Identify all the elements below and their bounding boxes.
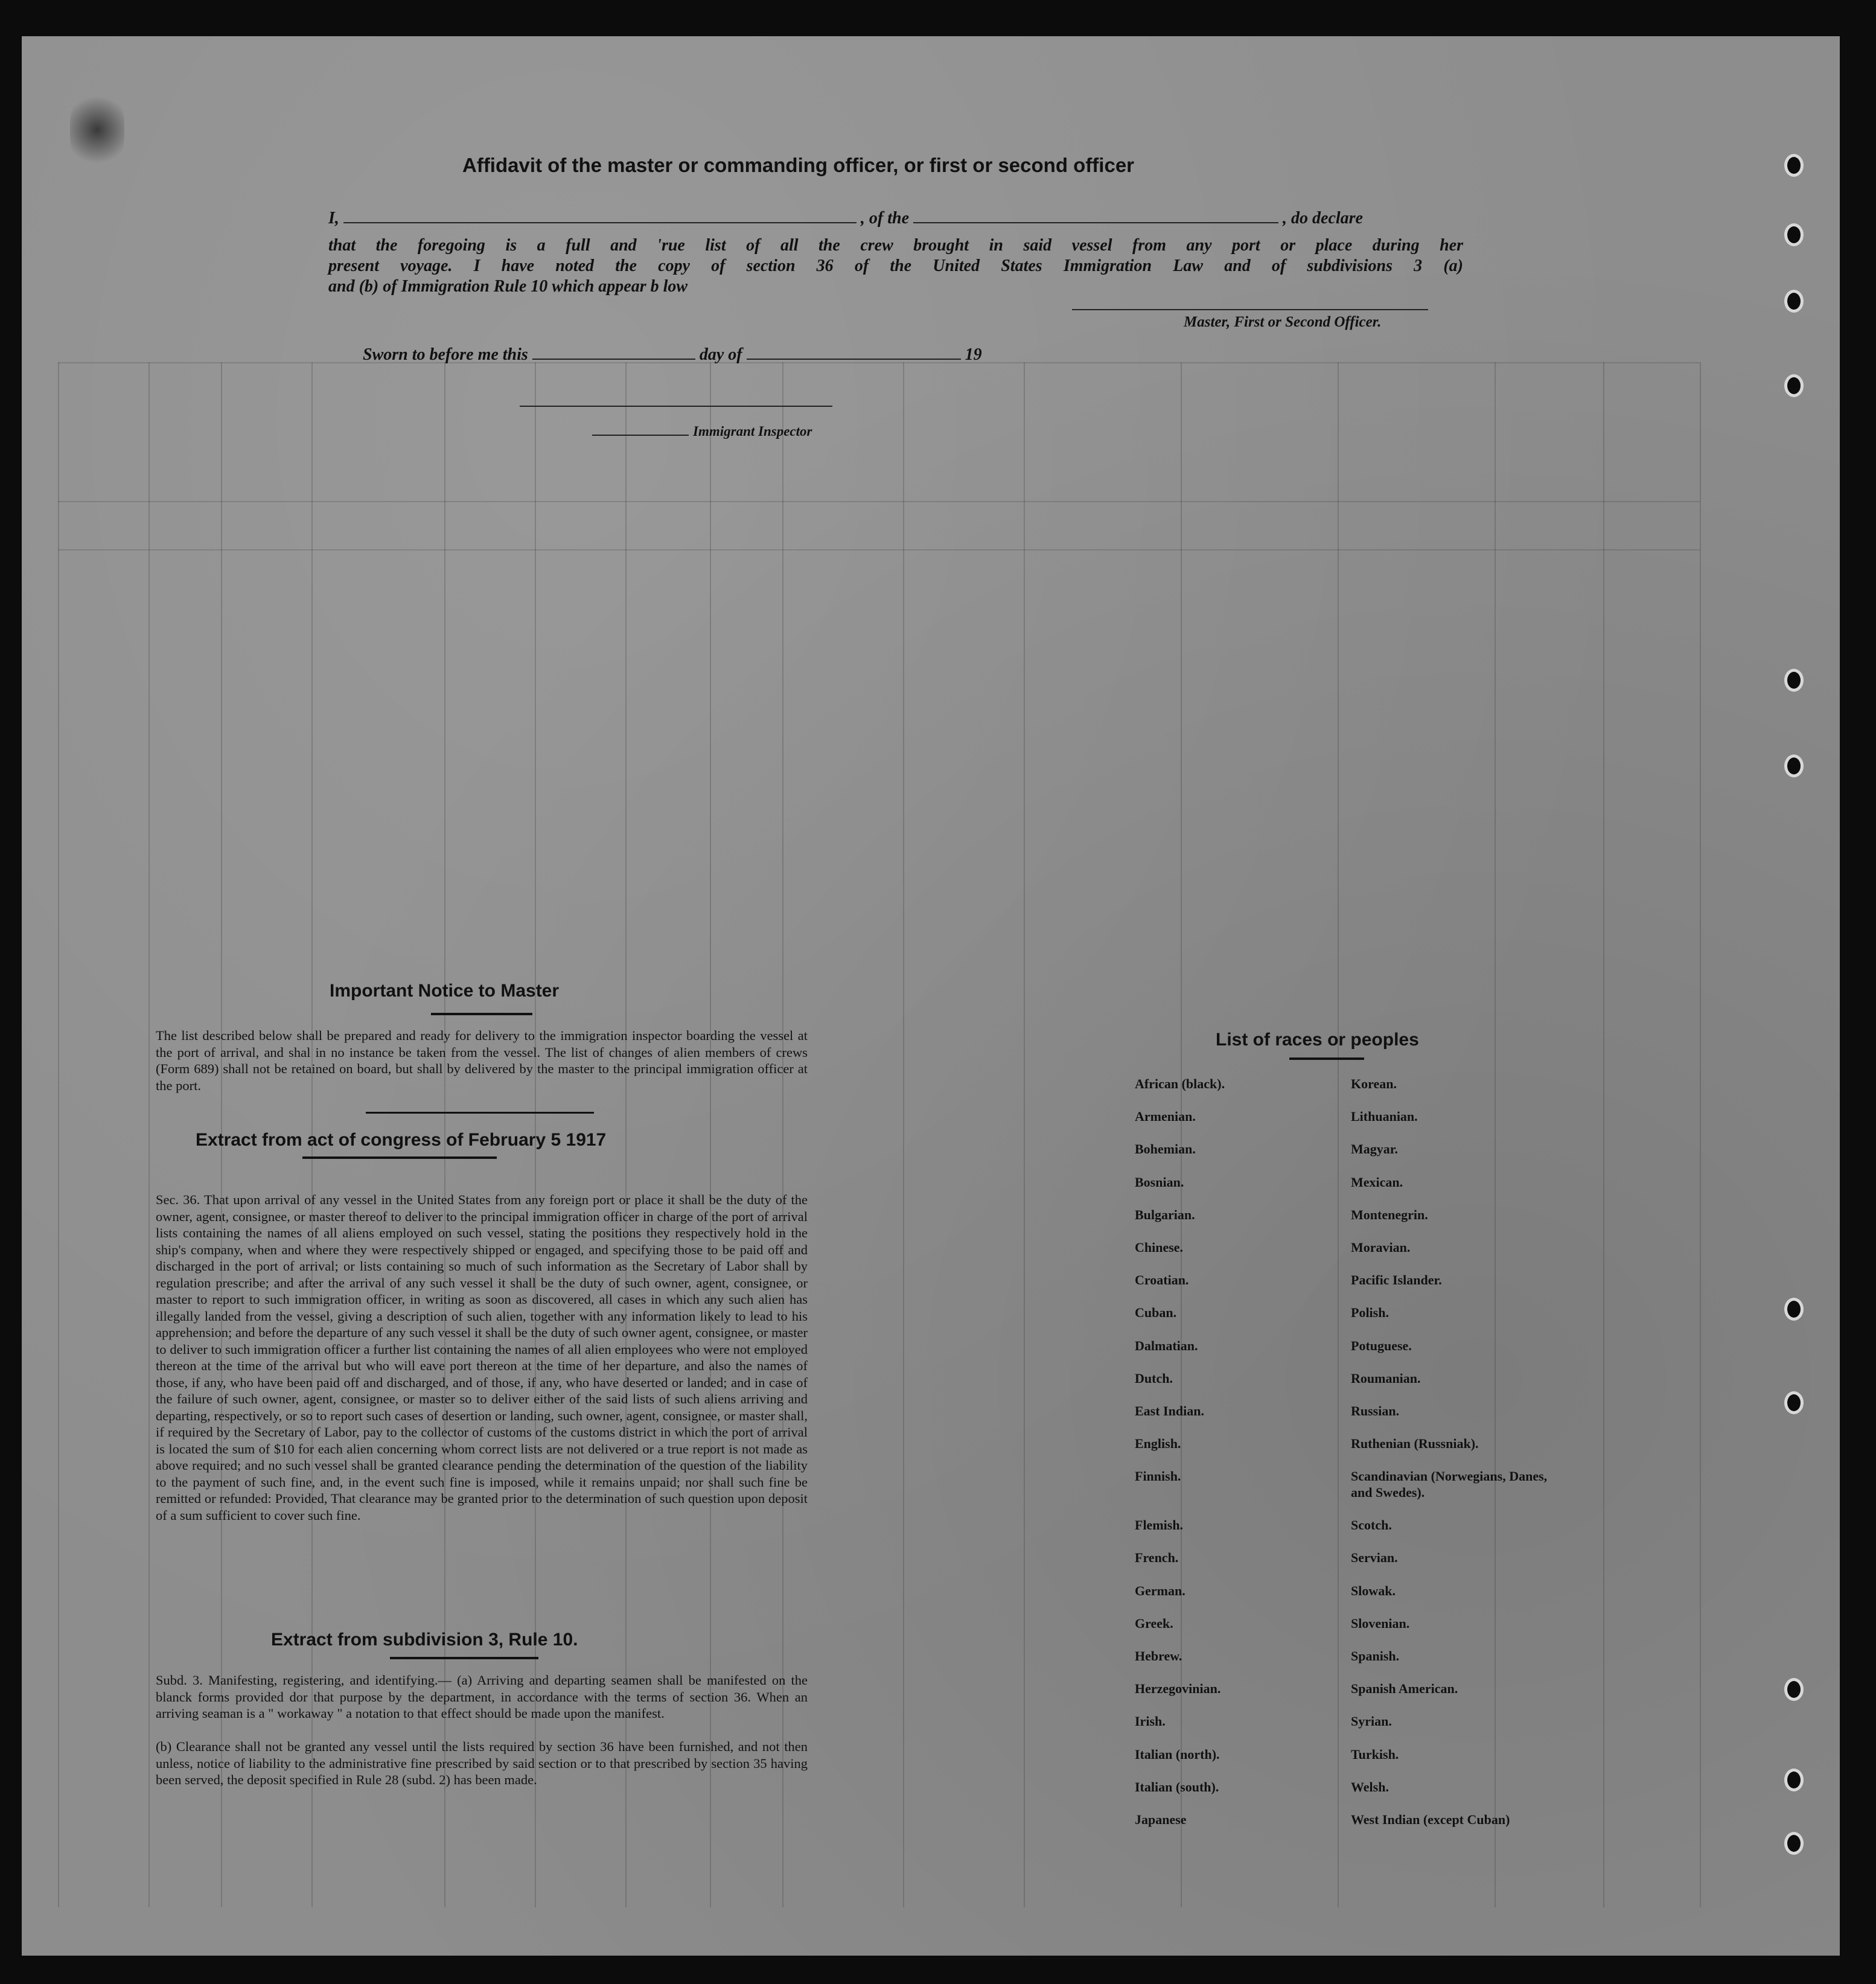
races-title-underline [1289, 1057, 1364, 1060]
race-item: Cuban. [1135, 1305, 1177, 1321]
race-item: Slowak. [1351, 1583, 1396, 1598]
binder-hole-icon [1784, 1678, 1804, 1701]
race-item: Montenegrin. [1351, 1207, 1428, 1222]
sworn-year: 19 [965, 345, 982, 364]
race-item: Slovenian. [1351, 1615, 1410, 1631]
sworn-line [363, 345, 1087, 365]
race-item: Servian. [1351, 1550, 1398, 1566]
race-item: Syrian. [1351, 1714, 1392, 1729]
extract-act-underline [302, 1156, 497, 1159]
affidavit-line-1 [328, 209, 1463, 228]
race-item: Scandinavian (Norwegians, Danes, and Swedes). [1351, 1469, 1548, 1501]
race-item: Magyar. [1351, 1141, 1399, 1157]
race-item: Greek. [1135, 1615, 1173, 1631]
race-item: Scotch. [1351, 1517, 1392, 1533]
race-item: Moravian. [1351, 1239, 1411, 1255]
vessel-name-blank [913, 222, 1278, 223]
master-signature-label: Master, First or Second Officer. [1184, 314, 1382, 330]
inspector-label-rule [592, 435, 689, 436]
race-item: Pacific Islander. [1351, 1272, 1442, 1288]
extract-rule-underline [390, 1657, 538, 1659]
race-item: Korean. [1351, 1076, 1397, 1091]
race-item: Dalmatian. [1135, 1338, 1198, 1353]
affidavit-i-label: I, [328, 209, 339, 228]
inspector-signature-line [520, 406, 832, 407]
race-item: Welsh. [1351, 1779, 1389, 1794]
manifest-page [22, 36, 1840, 1956]
master-name-blank [343, 222, 857, 223]
master-signature-line [1072, 309, 1428, 310]
races-left-column [1135, 1076, 1316, 1844]
race-item: Bohemian. [1135, 1141, 1196, 1157]
race-item: Russian. [1351, 1403, 1400, 1418]
race-item: Dutch. [1135, 1370, 1173, 1386]
extract-rule-title: Extract from subdivision 3, Rule 10. [271, 1630, 578, 1650]
sworn-month-blank [747, 359, 961, 360]
race-item: English. [1135, 1436, 1181, 1452]
extract-rule-text-b: (b) Clearance shall not be granted any vessel until the lists required by section 36 have been furnished, and not then unless, notice of liability to the administrative fine prescribed by said section or to that prescribed by section 35 having been served, the deposit specified in Rule 28 (subd. 2) has been made. [156, 1739, 808, 1787]
race-item: Croatian. [1135, 1272, 1189, 1288]
binder-hole-icon [1784, 1391, 1804, 1414]
race-item: German. [1135, 1583, 1185, 1598]
binder-hole-icon [1784, 1769, 1804, 1791]
affidavit-title: Affidavit of the master or commanding officer, or first or second officer [462, 154, 1135, 176]
binder-hole-icon [1784, 754, 1804, 777]
race-item: Hebrew. [1135, 1648, 1182, 1663]
binder-hole-icon [1784, 223, 1804, 246]
extract-act-title: Extract from act of congress of February 5 1917 [196, 1130, 607, 1150]
binder-hole-icon [1784, 374, 1804, 397]
race-item: Finnish. [1135, 1469, 1181, 1484]
race-item: Potuguese. [1351, 1338, 1412, 1353]
race-item: African (black). [1135, 1076, 1225, 1091]
race-item: Bulgarian. [1135, 1207, 1195, 1222]
race-item: Spanish. [1351, 1648, 1400, 1663]
race-item: Flemish. [1135, 1517, 1184, 1533]
race-item: French. [1135, 1550, 1179, 1566]
notice-text: The list described below shall be prepared and ready for delivery to the immigration inspector boarding the vessel at the port of arrival, and shal in no instance be taken from the vessel. The list of changes of alien members of crews (Form 689) shall not be retained on board, but shall by delivered by the master to the principal immigration officer at the port. [156, 1028, 808, 1093]
inspector-label: Immigrant Inspector [693, 424, 812, 439]
sworn-day-of: day of [699, 345, 742, 364]
race-item: Mexican. [1351, 1174, 1403, 1190]
binder-hole-icon [1784, 154, 1804, 177]
race-item: Armenian. [1135, 1109, 1196, 1124]
sworn-day-blank [532, 359, 695, 360]
race-item: Roumanian. [1351, 1370, 1421, 1386]
race-item: Herzegovinian. [1135, 1681, 1221, 1697]
affidavit-line-2: that the foregoing is a full and 'rue list of all the crew brought in said vessel from any port or place during her [328, 236, 1463, 255]
race-item: Italian (north). [1135, 1746, 1220, 1762]
sworn-prefix: Sworn to before me this [363, 345, 528, 364]
race-item: Polish. [1351, 1305, 1389, 1321]
race-item: Turkish. [1351, 1746, 1399, 1762]
binder-hole-icon [1784, 1298, 1804, 1321]
race-item: Irish. [1135, 1714, 1166, 1729]
notice-title-underline [431, 1013, 532, 1015]
notice-divider [366, 1112, 594, 1114]
race-item: East Indian. [1135, 1403, 1204, 1418]
affidavit-do-declare-label: , do declare [1283, 209, 1363, 228]
race-item: Italian (south). [1135, 1779, 1219, 1794]
races-title: List of races or peoples [1216, 1030, 1419, 1050]
affidavit-line-3: present voyage. I have noted the copy of section 36 of the United States Immigration Law and of subdivisions 3 (a) [328, 257, 1463, 275]
extract-act-text: Sec. 36. That upon arrival of any vessel in the United States from any foreign port or place it shall be the duty of the owner, agent, consignee, or master thereof to deliver to the principal immigration officer in charge of the port of arrival lists containing the names of all aliens employed on such vessel, stating the positions they respectively hold in the ship's company, when and where they were respectively shipped or engaged, and specifying those to be paid off and discharged in the port of arrival; or lists containing so much of such information as the Secretary of Labor shall by regulation prescribe; and after the arrival of any such vessel it shall be the duty of such owner, agent, consignee, or master to report to such immigration officer, in writing as soon as discovered, all cases in which any such alien has illegally landed from the vessel, giving a description of such alien, together with any information likely to lead to his apprehension; and before the departure of any such vessel it shall be the duty of such owner agent, consignee, or master to deliver to such immigration officer a further list containing the names of all alien employees who were not employed thereon at the time of the arrival but who will eave port thereon at the time of her departure, and also the names of those, if any, who have been paid off and discharged, and of those, if any, who have deserted or landed; and in case of the failure of such owner, agent, consignee, or master so to deliver either of the said lists of such aliens arriving and departing, respectively, or so to report such cases of desertion or landing, such owner, agent, consignee, or master shall, if required by the Secretary of Labor, pay to the collector of customs of the customs district in which the port of arrival is located the sum of $10 for each alien concerning whom correct lists are not delivered or a true report is not made as above required; and no such vessel shall be granted clearance pending the determination of the question of the liability to the payment of such fine, and, in the event such fine is imposed, while it remains unpaid; nor shall such fine be remitted or refunded: Provided, That clearance may be granted prior to the determination of such question upon deposit of a sum sufficient to cover such fine. [156, 1192, 808, 1523]
extract-rule-text-a: Subd. 3. Manifesting, registering, and identifying.— (a) Arriving and departing seamen shall be manifested on the blanck forms provided dor that purpose by the department, in accordance with the terms of section 36. When an arriving seaman is a " workaway " a notation to that effect should be made upon the manifest. [156, 1673, 808, 1721]
affidavit-of-the-label: , of the [860, 209, 910, 228]
affidavit-line-4: and (b) of Immigration Rule 10 which appear b low [328, 277, 688, 296]
race-item: Chinese. [1135, 1239, 1184, 1255]
ink-stamp-icon [70, 91, 124, 169]
race-item: Spanish American. [1351, 1681, 1458, 1697]
races-right-column [1351, 1076, 1580, 1844]
race-item: Ruthenian (Russniak). [1351, 1436, 1479, 1452]
race-item: West Indian (except Cuban) [1351, 1811, 1510, 1827]
race-item: Japanese [1135, 1811, 1187, 1827]
race-item: Bosnian. [1135, 1174, 1184, 1190]
binder-hole-icon [1784, 669, 1804, 692]
notice-title: Important Notice to Master [330, 981, 560, 1001]
race-item: Lithuanian. [1351, 1109, 1418, 1124]
binder-hole-icon [1784, 1832, 1804, 1855]
binder-hole-icon [1784, 290, 1804, 313]
